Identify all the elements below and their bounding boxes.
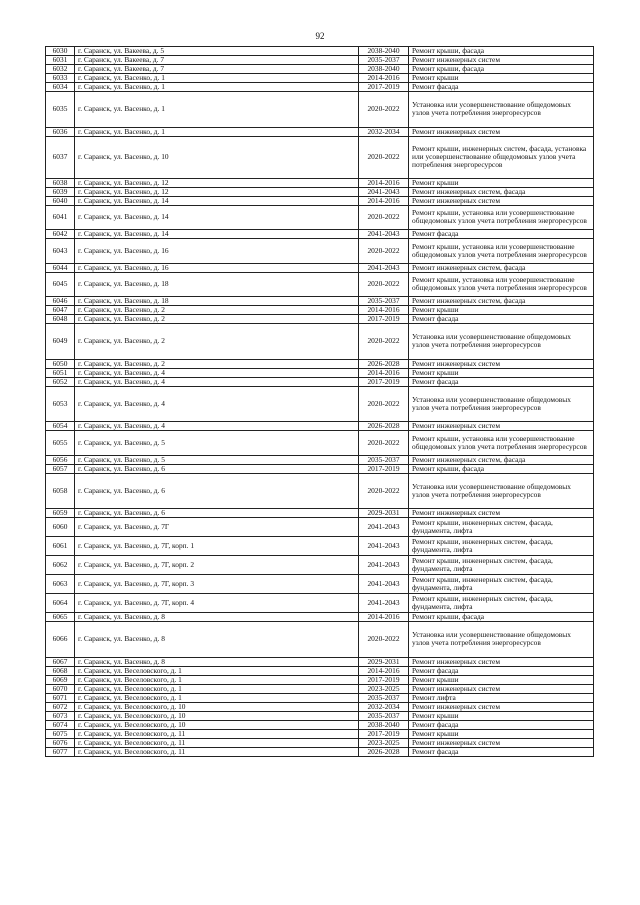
row-address: г. Саранск, ул. Васенко, д. 14	[75, 230, 359, 239]
row-work: Ремонт фасада	[409, 666, 594, 675]
row-work: Установка или усовершенствование общедомовых узлов учета потребления энергоресурсов	[409, 92, 594, 128]
row-work: Ремонт крыши	[409, 178, 594, 187]
row-work: Ремонт крыши, фасада	[409, 613, 594, 622]
row-address: г. Саранск, ул. Васенко, д. 18	[75, 272, 359, 297]
row-work: Ремонт фасада	[409, 747, 594, 756]
row-address: г. Саранск, ул. Веселовского, д. 1	[75, 675, 359, 684]
row-years: 2023-2025	[359, 684, 409, 693]
table-row	[46, 473, 594, 509]
table-row	[46, 263, 594, 272]
row-number: 6070	[46, 684, 75, 693]
row-years: 2023-2025	[359, 738, 409, 747]
page-number: 92	[315, 31, 325, 41]
table-row	[46, 196, 594, 205]
row-number: 6068	[46, 666, 75, 675]
table-row	[46, 509, 594, 518]
row-work: Ремонт крыши	[409, 729, 594, 738]
row-address: г. Саранск, ул. Васенко, д. 7Г, корп. 1	[75, 537, 359, 556]
row-address: г. Саранск, ул. Веселовского, д. 10	[75, 702, 359, 711]
row-address: г. Саранск, ул. Васенко, д. 7Г, корп. 4	[75, 594, 359, 613]
row-years: 2026-2028	[359, 422, 409, 431]
row-number: 6042	[46, 230, 75, 239]
table-row	[46, 127, 594, 136]
row-work: Установка или усовершенствование общедомовых узлов учета потребления энергоресурсов	[409, 324, 594, 360]
row-address: г. Саранск, ул. Вакеева, д. 7	[75, 56, 359, 65]
row-number: 6059	[46, 509, 75, 518]
table-row	[46, 702, 594, 711]
table-row	[46, 359, 594, 368]
row-number: 6065	[46, 613, 75, 622]
row-work: Ремонт крыши, установка или усовершенствование общедомовых узлов учета потребления энергоресурсов	[409, 205, 594, 230]
row-number: 6064	[46, 594, 75, 613]
table-row	[46, 720, 594, 729]
row-work: Ремонт инженерных систем	[409, 127, 594, 136]
row-years: 2017-2019	[359, 675, 409, 684]
row-work: Ремонт крыши, установка или усовершенствование общедомовых узлов учета потребления энергоресурсов	[409, 431, 594, 456]
table-row	[46, 657, 594, 666]
row-address: г. Саранск, ул. Васенко, д. 6	[75, 473, 359, 509]
row-years: 2029-2031	[359, 509, 409, 518]
row-number: 6069	[46, 675, 75, 684]
table-row	[46, 92, 594, 128]
row-years: 2020-2022	[359, 431, 409, 456]
row-number: 6049	[46, 324, 75, 360]
row-address: г. Саранск, ул. Васенко, д. 18	[75, 297, 359, 306]
row-work: Ремонт фасада	[409, 230, 594, 239]
table-row	[46, 297, 594, 306]
row-work: Ремонт крыши, инженерных систем, фасада, установка или усовершенствование общедомовых узлов учета потребления энергоресурсов	[409, 136, 594, 178]
row-years: 2020-2022	[359, 386, 409, 422]
row-work: Ремонт крыши, установка или усовершенствование общедомовых узлов учета потребления энергоресурсов	[409, 239, 594, 264]
row-number: 6076	[46, 738, 75, 747]
row-number: 6052	[46, 377, 75, 386]
row-work: Установка или усовершенствование общедомовых узлов учета потребления энергоресурсов	[409, 386, 594, 422]
table-row	[46, 464, 594, 473]
row-work: Ремонт инженерных систем, фасада	[409, 263, 594, 272]
row-address: г. Саранск, ул. Васенко, д. 10	[75, 136, 359, 178]
row-years: 2041-2043	[359, 230, 409, 239]
row-address: г. Саранск, ул. Васенко, д. 1	[75, 74, 359, 83]
row-number: 6053	[46, 386, 75, 422]
table-row	[46, 675, 594, 684]
row-address: г. Саранск, ул. Васенко, д. 4	[75, 377, 359, 386]
row-number: 6056	[46, 455, 75, 464]
row-address: г. Саранск, ул. Веселовского, д. 11	[75, 729, 359, 738]
table-row	[46, 622, 594, 658]
table-row	[46, 187, 594, 196]
row-number: 6033	[46, 74, 75, 83]
row-work: Ремонт фасада	[409, 377, 594, 386]
row-years: 2032-2034	[359, 127, 409, 136]
row-work: Ремонт крыши, инженерных систем, фасада, фундамента, лифта	[409, 537, 594, 556]
row-address: г. Саранск, ул. Васенко, д. 12	[75, 178, 359, 187]
row-address: г. Саранск, ул. Васенко, д. 7Г, корп. 3	[75, 575, 359, 594]
row-number: 6075	[46, 729, 75, 738]
table-row	[46, 738, 594, 747]
row-work: Ремонт инженерных систем	[409, 657, 594, 666]
row-years: 2020-2022	[359, 473, 409, 509]
row-number: 6032	[46, 65, 75, 74]
row-number: 6037	[46, 136, 75, 178]
row-years: 2017-2019	[359, 464, 409, 473]
row-address: г. Саранск, ул. Веселовского, д. 1	[75, 693, 359, 702]
table-row	[46, 594, 594, 613]
row-years: 2041-2043	[359, 537, 409, 556]
table-row	[46, 455, 594, 464]
row-work: Ремонт крыши	[409, 711, 594, 720]
row-years: 2038-2040	[359, 65, 409, 74]
row-address: г. Саранск, ул. Васенко, д. 12	[75, 187, 359, 196]
table-row	[46, 178, 594, 187]
table-row	[46, 575, 594, 594]
row-work: Ремонт крыши, фасада	[409, 65, 594, 74]
row-years: 2035-2037	[359, 711, 409, 720]
row-work: Ремонт крыши	[409, 306, 594, 315]
row-work: Ремонт крыши, инженерных систем, фасада, фундамента, лифта	[409, 594, 594, 613]
row-years: 2032-2034	[359, 702, 409, 711]
row-years: 2014-2016	[359, 196, 409, 205]
row-address: г. Саранск, ул. Васенко, д. 4	[75, 368, 359, 377]
row-address: г. Саранск, ул. Васенко, д. 6	[75, 509, 359, 518]
row-years: 2017-2019	[359, 377, 409, 386]
row-number: 6054	[46, 422, 75, 431]
row-work: Ремонт инженерных систем	[409, 738, 594, 747]
table-row	[46, 386, 594, 422]
table-row	[46, 693, 594, 702]
row-work: Ремонт крыши, инженерных систем, фасада, фундамента, лифта	[409, 575, 594, 594]
row-years: 2041-2043	[359, 556, 409, 575]
table-row	[46, 422, 594, 431]
table-row	[46, 666, 594, 675]
row-years: 2017-2019	[359, 729, 409, 738]
row-years: 2014-2016	[359, 666, 409, 675]
row-number: 6030	[46, 47, 75, 56]
row-address: г. Саранск, ул. Веселовского, д. 1	[75, 666, 359, 675]
row-address: г. Саранск, ул. Васенко, д. 14	[75, 205, 359, 230]
table-row	[46, 230, 594, 239]
row-work: Ремонт крыши, установка или усовершенствование общедомовых узлов учета потребления энергоресурсов	[409, 272, 594, 297]
table-row	[46, 83, 594, 92]
row-address: г. Саранск, ул. Васенко, д. 8	[75, 613, 359, 622]
row-number: 6063	[46, 575, 75, 594]
table-row	[46, 239, 594, 264]
row-work: Ремонт крыши, инженерных систем, фасада, фундамента, лифта	[409, 556, 594, 575]
row-work: Ремонт фасада	[409, 83, 594, 92]
table-row	[46, 684, 594, 693]
row-work: Ремонт инженерных систем	[409, 56, 594, 65]
row-years: 2020-2022	[359, 324, 409, 360]
row-work: Ремонт инженерных систем	[409, 684, 594, 693]
table-row	[46, 65, 594, 74]
row-years: 2017-2019	[359, 83, 409, 92]
row-number: 6051	[46, 368, 75, 377]
row-number: 6066	[46, 622, 75, 658]
row-years: 2035-2037	[359, 455, 409, 464]
row-address: г. Саранск, ул. Веселовского, д. 11	[75, 747, 359, 756]
row-address: г. Саранск, ул. Васенко, д. 7Г	[75, 518, 359, 537]
row-number: 6060	[46, 518, 75, 537]
row-address: г. Саранск, ул. Васенко, д. 8	[75, 622, 359, 658]
row-number: 6043	[46, 239, 75, 264]
row-address: г. Саранск, ул. Васенко, д. 1	[75, 127, 359, 136]
row-address: г. Саранск, ул. Веселовского, д. 11	[75, 738, 359, 747]
row-address: г. Саранск, ул. Васенко, д. 16	[75, 263, 359, 272]
row-number: 6061	[46, 537, 75, 556]
row-years: 2041-2043	[359, 594, 409, 613]
row-years: 2041-2043	[359, 187, 409, 196]
row-years: 2014-2016	[359, 368, 409, 377]
row-address: г. Саранск, ул. Васенко, д. 7Г, корп. 2	[75, 556, 359, 575]
row-number: 6072	[46, 702, 75, 711]
table-row	[46, 613, 594, 622]
row-address: г. Саранск, ул. Васенко, д. 8	[75, 657, 359, 666]
table-row	[46, 56, 594, 65]
row-number: 6040	[46, 196, 75, 205]
table-row	[46, 711, 594, 720]
row-work: Ремонт инженерных систем, фасада	[409, 297, 594, 306]
row-years: 2017-2019	[359, 315, 409, 324]
row-number: 6044	[46, 263, 75, 272]
table-row	[46, 47, 594, 56]
row-work: Ремонт фасада	[409, 720, 594, 729]
row-years: 2038-2040	[359, 47, 409, 56]
row-number: 6036	[46, 127, 75, 136]
row-work: Ремонт инженерных систем	[409, 359, 594, 368]
row-number: 6031	[46, 56, 75, 65]
row-number: 6045	[46, 272, 75, 297]
row-work: Ремонт крыши, фасада	[409, 464, 594, 473]
row-work: Ремонт фасада	[409, 315, 594, 324]
row-years: 2026-2028	[359, 359, 409, 368]
table-row	[46, 431, 594, 456]
table-row	[46, 537, 594, 556]
row-number: 6067	[46, 657, 75, 666]
row-address: г. Саранск, ул. Веселовского, д. 10	[75, 720, 359, 729]
row-years: 2041-2043	[359, 263, 409, 272]
row-work: Установка или усовершенствование общедомовых узлов учета потребления энергоресурсов	[409, 622, 594, 658]
row-address: г. Саранск, ул. Вакеева, д. 7	[75, 65, 359, 74]
table-row	[46, 729, 594, 738]
table-row	[46, 205, 594, 230]
table-row	[46, 518, 594, 537]
table-row	[46, 324, 594, 360]
row-address: г. Саранск, ул. Васенко, д. 16	[75, 239, 359, 264]
row-years: 2014-2016	[359, 613, 409, 622]
row-number: 6048	[46, 315, 75, 324]
row-address: г. Саранск, ул. Васенко, д. 6	[75, 464, 359, 473]
table-row	[46, 306, 594, 315]
row-number: 6046	[46, 297, 75, 306]
row-number: 6058	[46, 473, 75, 509]
row-years: 2014-2016	[359, 178, 409, 187]
table-row	[46, 315, 594, 324]
row-work: Ремонт инженерных систем, фасада	[409, 187, 594, 196]
row-number: 6077	[46, 747, 75, 756]
row-years: 2035-2037	[359, 297, 409, 306]
table-row	[46, 368, 594, 377]
table-row	[46, 377, 594, 386]
row-number: 6074	[46, 720, 75, 729]
row-years: 2020-2022	[359, 239, 409, 264]
row-number: 6050	[46, 359, 75, 368]
row-number: 6047	[46, 306, 75, 315]
row-address: г. Саранск, ул. Веселовского, д. 1	[75, 684, 359, 693]
row-work: Ремонт инженерных систем	[409, 196, 594, 205]
table-row	[46, 272, 594, 297]
table-row	[46, 136, 594, 178]
row-years: 2014-2016	[359, 306, 409, 315]
row-years: 2020-2022	[359, 92, 409, 128]
row-number: 6041	[46, 205, 75, 230]
row-work: Ремонт крыши	[409, 675, 594, 684]
row-years: 2038-2040	[359, 720, 409, 729]
row-work: Ремонт крыши, фасада	[409, 47, 594, 56]
row-address: г. Саранск, ул. Васенко, д. 5	[75, 431, 359, 456]
row-number: 6055	[46, 431, 75, 456]
row-number: 6057	[46, 464, 75, 473]
row-address: г. Саранск, ул. Васенко, д. 4	[75, 422, 359, 431]
row-address: г. Саранск, ул. Васенко, д. 2	[75, 315, 359, 324]
row-address: г. Саранск, ул. Вакеева, д. 5	[75, 47, 359, 56]
table-row	[46, 556, 594, 575]
row-years: 2029-2031	[359, 657, 409, 666]
row-work: Ремонт инженерных систем, фасада	[409, 455, 594, 464]
row-work: Ремонт инженерных систем	[409, 702, 594, 711]
row-address: г. Саранск, ул. Васенко, д. 14	[75, 196, 359, 205]
row-work: Установка или усовершенствование общедомовых узлов учета потребления энергоресурсов	[409, 473, 594, 509]
row-work: Ремонт крыши	[409, 74, 594, 83]
row-years: 2020-2022	[359, 622, 409, 658]
row-work: Ремонт крыши, инженерных систем, фасада, фундамента, лифта	[409, 518, 594, 537]
row-years: 2041-2043	[359, 575, 409, 594]
row-years: 2014-2016	[359, 74, 409, 83]
table-row	[46, 74, 594, 83]
row-address: г. Саранск, ул. Васенко, д. 2	[75, 324, 359, 360]
row-address: г. Саранск, ул. Васенко, д. 2	[75, 306, 359, 315]
row-years: 2026-2028	[359, 747, 409, 756]
table-row	[46, 747, 594, 756]
row-number: 6034	[46, 83, 75, 92]
row-work: Ремонт инженерных систем	[409, 422, 594, 431]
row-number: 6071	[46, 693, 75, 702]
row-years: 2035-2037	[359, 693, 409, 702]
row-number: 6038	[46, 178, 75, 187]
row-address: г. Саранск, ул. Веселовского, д. 10	[75, 711, 359, 720]
row-years: 2035-2037	[359, 56, 409, 65]
row-work: Ремонт лифта	[409, 693, 594, 702]
repair-schedule-table	[45, 46, 594, 757]
table-body	[46, 47, 594, 757]
row-number: 6062	[46, 556, 75, 575]
row-number: 6039	[46, 187, 75, 196]
row-address: г. Саранск, ул. Васенко, д. 5	[75, 455, 359, 464]
row-years: 2020-2022	[359, 136, 409, 178]
row-years: 2020-2022	[359, 205, 409, 230]
row-years: 2020-2022	[359, 272, 409, 297]
row-number: 6035	[46, 92, 75, 128]
row-address: г. Саранск, ул. Васенко, д. 2	[75, 359, 359, 368]
row-number: 6073	[46, 711, 75, 720]
row-work: Ремонт крыши	[409, 368, 594, 377]
row-work: Ремонт инженерных систем	[409, 509, 594, 518]
row-address: г. Саранск, ул. Васенко, д. 1	[75, 92, 359, 128]
row-address: г. Саранск, ул. Васенко, д. 1	[75, 83, 359, 92]
row-years: 2041-2043	[359, 518, 409, 537]
row-address: г. Саранск, ул. Васенко, д. 4	[75, 386, 359, 422]
